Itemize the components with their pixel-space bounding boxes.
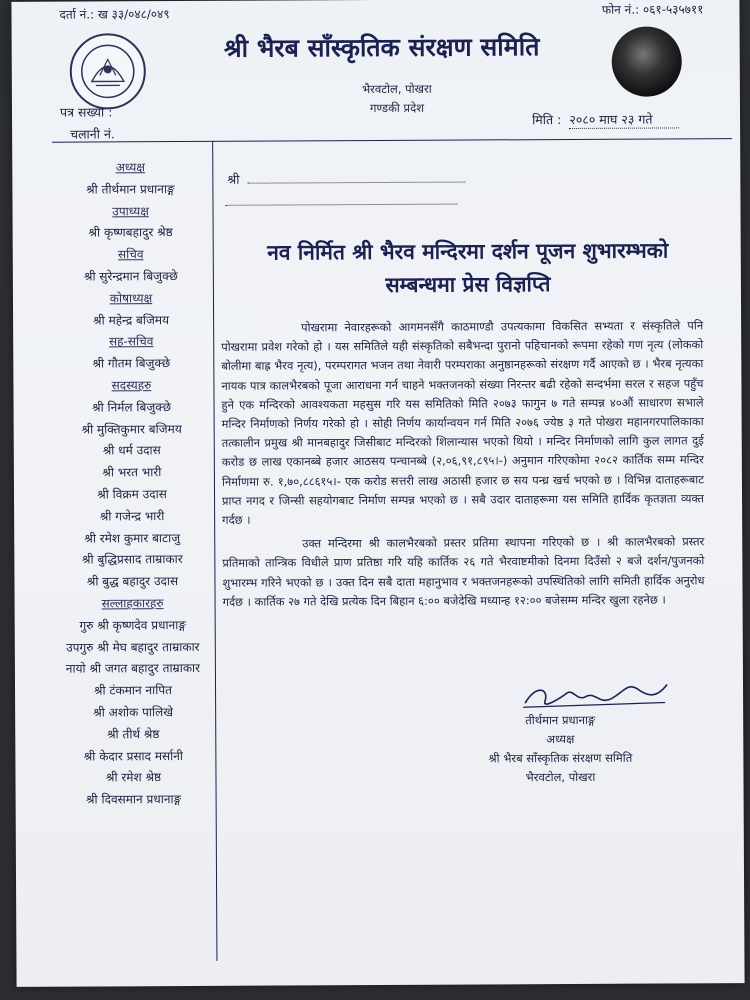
member-name: श्री गौतम बिजुक्छे	[92, 356, 171, 371]
signatory-block	[460, 711, 660, 788]
member-name: श्री मुक्तिकुमार बजिमय	[81, 421, 182, 437]
recipient-blank	[247, 182, 465, 184]
letter-paper	[11, 0, 744, 987]
member-name: उपगुरु श्री मेघ बहादुर ताम्राकार	[66, 639, 200, 655]
phone-number: फोन नं.: ०६१-५३५७११	[601, 2, 704, 17]
chalani-number: चलानी नं.	[70, 126, 115, 142]
letter-body	[221, 316, 705, 617]
member-role-heading: उपाध्यक्ष	[112, 203, 149, 218]
member-name: नायो श्री जगत बहादुर ताम्राकार	[65, 661, 201, 676]
member-name: श्री रमेश श्रेष्ठ	[105, 770, 162, 785]
paragraph-2: उक्त मन्दिरमा श्री कालभैरबको प्रस्तर प्रतिमा स्थापना गरिएको छ । श्री कालभैरबको प्रस्तर प्रतिमाको तान्त्रिक विधीले प्राण प्रतिष्ठा गरि यहि कार्तिक २६ गते भैरवाष्टमीको दिनमा दिउँसो २ बजे दर्शन/पुजनको शुभारम्भ गरिने भएको छ । उक्त दिन सबै दाता महानुभाव र भक्तजनहरूको उपस्थितिको लागि समिती हार्दिक अनुरोध गर्दछ । कार्तिक २७ गते देखि प्रत्येक दिन बिहान ६:०० बजेदेखि मध्यान्ह १२:०० बजेसम्म मन्दिर खुला रहनेछ ।	[222, 534, 705, 609]
member-name: श्री अशोक पालिखे	[93, 704, 174, 720]
org-title: श्री भैरब साँस्कृतिक संरक्षण समिति	[223, 32, 540, 63]
logo-emblem-icon	[78, 41, 138, 101]
member-name: श्री भरत भारी	[102, 465, 162, 480]
member-name: श्री निर्मल बिजुक्छे	[92, 399, 172, 415]
member-role-heading: अध्यक्ष	[115, 160, 145, 175]
member-name: श्री दिवसमान प्रधानाङ्ग	[86, 792, 182, 807]
member-role-heading: सल्लाहकारहरु	[101, 596, 164, 611]
member-name: श्री धर्म उदास	[102, 443, 161, 458]
date-value: २०८० माघ २३ गते	[569, 110, 679, 129]
signatory-place: भैरवटोल, पोखरा	[525, 769, 596, 785]
date-field	[532, 110, 679, 129]
member-name: श्री विक्रम उदास	[97, 487, 167, 502]
member-role-heading: सदस्यहरु	[111, 378, 152, 393]
member-role-heading: सचिव	[117, 247, 144, 262]
headline-line-1: नव निर्मित श्री भैरव मन्दिरमा दर्शन पूजन शुभारम्भको	[267, 238, 669, 265]
member-name: श्री बुद्धिप्रसाद ताम्राकार	[81, 552, 183, 567]
recipient-label: श्री	[227, 171, 240, 187]
member-name: श्री सुरेन्द्रमान बिजुक्छे	[83, 269, 178, 284]
deity-photo	[612, 26, 682, 96]
member-name: श्री तीर्थमान प्रधानाङ्ग	[86, 181, 175, 197]
signatory-title: अध्यक्ष	[546, 731, 575, 747]
press-release-headline	[218, 234, 718, 303]
recipient-blank-2	[225, 204, 457, 206]
org-address	[312, 79, 482, 118]
signatory-name: तीर्थमान प्रधानाङ्ग	[525, 712, 596, 728]
signature-icon	[515, 674, 685, 715]
registration-number: दर्ता नं.: ख ३३/०४८/०४९	[59, 7, 170, 22]
member-role-heading: कोषाध्यक्ष	[109, 290, 153, 306]
member-name: श्री तीर्थ श्रेष्ठ	[107, 726, 160, 742]
recipient-line	[227, 170, 465, 188]
member-name: श्री बुद्ध बहादुर उदास	[86, 574, 179, 589]
member-list	[52, 157, 211, 812]
member-name: श्री महेन्द्र बजिमय	[93, 312, 170, 328]
member-name: श्री गजेन्द्र भारी	[99, 508, 165, 524]
org-address-line: भैरवटोल, पोखरा	[362, 81, 432, 97]
member-name: श्री कृष्णबहादुर श्रेष्ठ	[88, 225, 173, 240]
member-name: श्री केदार प्रसाद मर्सानी	[83, 748, 184, 764]
member-name: गुरु श्री कृष्णदेव प्रधानाङ्ग	[79, 617, 186, 633]
column-divider	[212, 141, 217, 961]
date-label: मिति :	[532, 112, 562, 128]
header-divider	[52, 138, 732, 143]
patra-sankhya: पत्र सख्या :	[59, 104, 113, 120]
member-name: श्री टंकमान नापित	[93, 683, 173, 698]
signatory-org: श्री भैरब साँस्कृतिक संरक्षण समिति	[488, 750, 633, 766]
paragraph-1: पोखरामा नेवारहरूको आगमनसँगै काठमाण्डौ उपत्यकामा विकसित सभ्यता र संस्कृतिले पनि पोखरामा प्रवेश गरेको हो । यस समितिले यही संस्कृतिको सबैभन्दा पुरानो पहिचानको रूपमा रहेको गण नृत्य (लोकको बोलीमा बाह्र भैरव नृत्य), परम्परागत भजन तथा नेवारी परम्पराका अनुष्ठानहरूको संरक्षण गर्दै आएको छ । भैरब नृत्यका नायक पात्र कालभैरबको पूजा आराधना गर्न चाहने भक्तजनको संख्या निरन्तर बढी रहेको सन्दर्भमा सरल र सहज पहुँच हुने एक मन्दिरको आवश्यकता महसुस गरि यस समितिको मिति २०७३ फागुन ७ गते सम्पन्न ४०औं साधारण सभाले मन्दिर निर्माणको निर्णय गरेको हो । सोही निर्णय कार्यान्वयन गर्न मिति २०७६ ज्येष्ठ ३ गते पोखरा महानगरपालिकाका तत्कालीन प्रमुख श्री मानबहादुर जिसीबाट मन्दिरको शिलान्यास भएको थियो । मन्दिर निर्माणको लागि कुल लागत दुई करोड छ लाख एकानब्बे हजार आठसय पन्चानब्बे (२,०६,९१,८९५।-) अनुमान गरिएकोमा २०८२ कार्तिक सम्म मन्दिर निर्माणमा रु. १,७०,८८६१५।- एक करोड सत्तरी लाख अठासी हजार छ सय पन्ध्र खर्च भएको छ । विभिन्न दाताहरूबाट प्राप्त नगद र जिन्सी सहयोगबाट निर्माण सम्पन्न भएको छ । सबै उदार दाताहरूमा यस समिति हार्दिक कृतज्ञता व्यक्त गर्दछ ।	[221, 318, 705, 527]
member-role-heading: सह-सचिव	[108, 334, 154, 349]
member-name: श्री रमेश कुमार बाटाजु	[84, 530, 181, 546]
org-province-line: गण्डकी प्रदेश	[369, 100, 425, 116]
headline-line-2: सम्बन्धमा प्रेस विज्ञप्ति	[385, 272, 551, 297]
